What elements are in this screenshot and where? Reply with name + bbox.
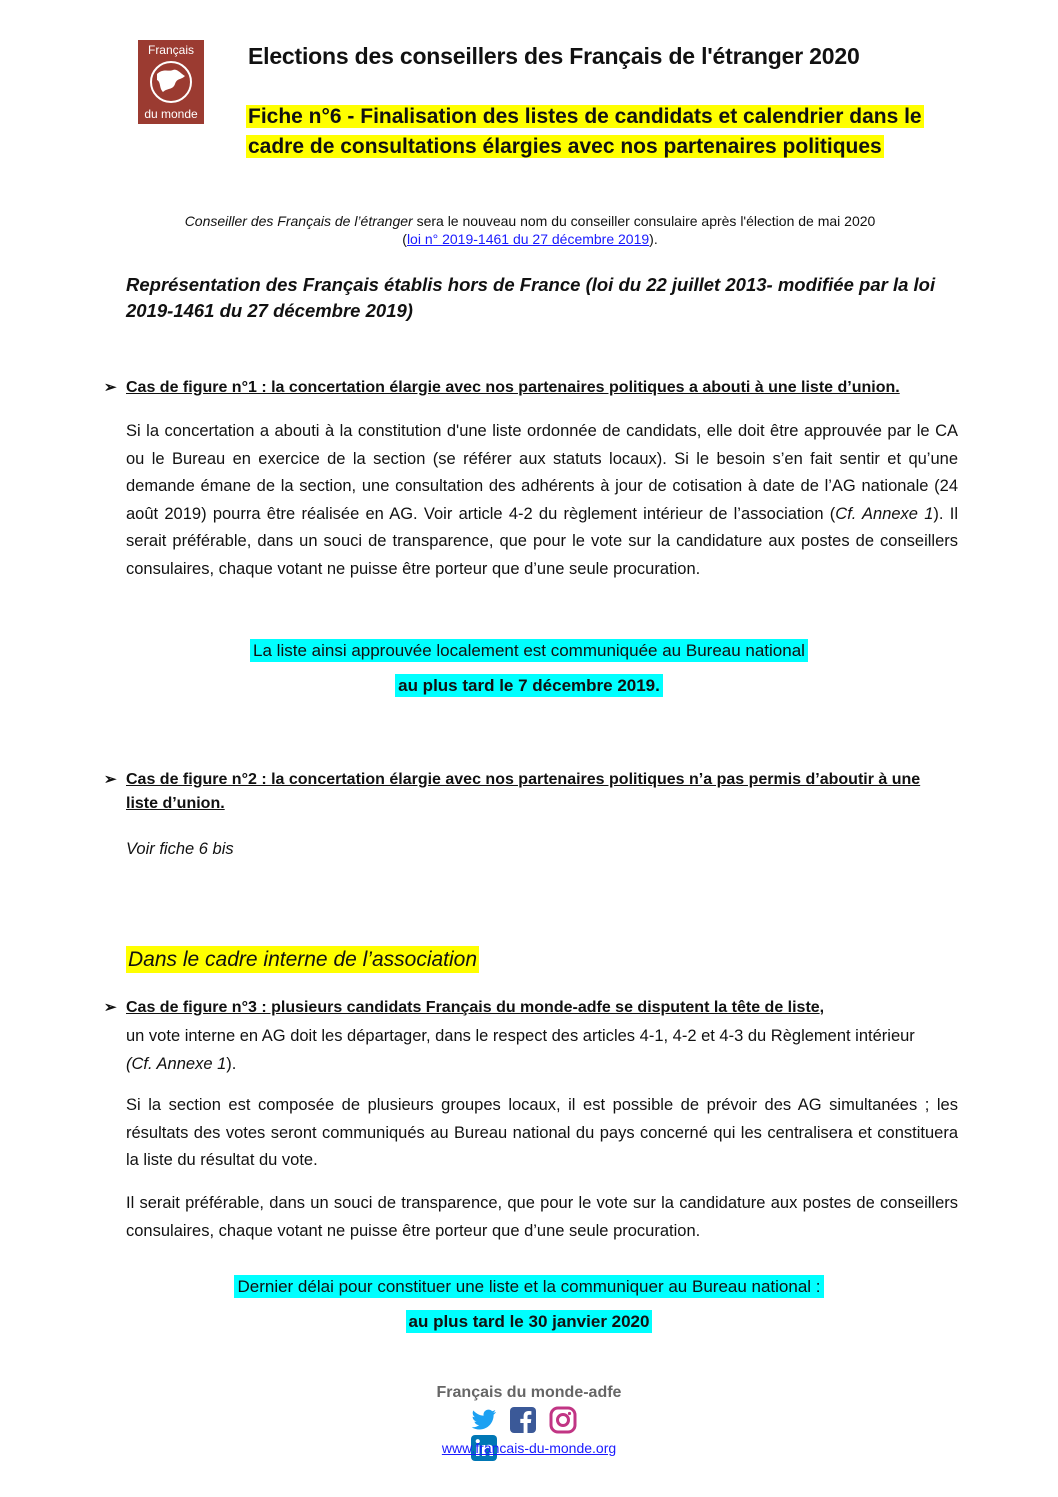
note-close: ). xyxy=(649,231,658,247)
highlight-text: Dernier délai pour constituer une liste et la communiquer au Bureau national : xyxy=(234,1275,823,1298)
case-1-title: Cas de figure n°1 : la concertation élargie avec nos partenaires politiques a abouti à une liste d’union. xyxy=(126,379,900,396)
case-1-highlight-2 xyxy=(0,676,1058,696)
logo-line-2: du monde xyxy=(144,107,198,121)
page-title: Elections des conseillers des Français de l'étranger 2020 xyxy=(248,43,860,69)
case-3-title: Cas de figure n°3 : plusieurs candidats Français du monde-adfe se disputent la tête de liste xyxy=(126,999,820,1016)
law-link[interactable]: loi n° 2019-1461 du 27 décembre 2019 xyxy=(406,231,650,247)
case-3-highlight-2 xyxy=(0,1312,1058,1332)
subtitle-line-1: Fiche n°6 - Finalisation des listes de candidats et calendrier dans le xyxy=(248,105,922,128)
case-3-line xyxy=(126,1023,926,1078)
case-1-text-b: ). Il serait préférable, dans un souci de transparence, que pour le vote sur la candidature aux postes de conseillers consulaires, chaque votant ne puisse être porteur que d’une seule procuration. xyxy=(126,504,958,578)
website-link[interactable]: www.francais-du-monde.org xyxy=(441,1440,617,1456)
see-fiche: Voir fiche 6 bis xyxy=(126,840,234,858)
highlight-text: La liste ainsi approuvée localement est communiquée au Bureau national xyxy=(250,639,808,662)
arrow-icon: ➢ xyxy=(104,379,117,396)
case-3-paragraph-2: Si la section est composée de plusieurs groupes locaux, il est possible de prévoir des AG simultanées ; les résultats des votes seront communiqués au Bureau national du pays concerné qui les centralisera et constituera la liste du résultat du vote. xyxy=(126,1096,958,1169)
internal-section-heading xyxy=(126,948,479,972)
arrow-icon: ➢ xyxy=(104,771,117,788)
logo xyxy=(138,40,204,124)
footer-org-name: Français du monde-adfe xyxy=(436,1384,622,1401)
case-2-heading xyxy=(104,768,954,816)
note-open-paren: ( xyxy=(402,231,407,247)
representation-heading: Représentation des Français établis hors de France (loi du 22 juillet 2013- modifiée par la loi 2019-1461 du 27 décembre 2019) xyxy=(126,274,936,321)
intro-note xyxy=(60,212,1000,248)
case-3-highlight-1 xyxy=(0,1277,1058,1297)
internal-section-text: Dans le cadre interne de l’association xyxy=(128,948,478,971)
annex-ref: (Cf. Annexe 1 xyxy=(126,1054,227,1073)
social-icons xyxy=(470,1406,620,1436)
annex-ref: Cf. Annexe 1 xyxy=(835,504,934,523)
case-3-text-a: un vote interne en AG doit les départager, dans le respect des articles 4-1, 4-2 et 4-3 du Règlement intérieur xyxy=(126,1027,915,1045)
case-3-heading xyxy=(104,996,954,1020)
deadline-text: au plus tard le 7 décembre 2019. xyxy=(395,674,663,697)
footer-website xyxy=(0,1440,1058,1456)
note-text: sera le nouveau nom du conseiller consulaire après l'élection de mai 2020 xyxy=(412,213,876,229)
case-3-paragraph-3: Il serait préférable, dans un souci de transparence, que pour le vote sur la candidature aux postes de conseillers consulaires, chaque votant ne puisse être porteur que d’une seule procuration. xyxy=(126,1194,958,1240)
arrow-icon: ➢ xyxy=(104,999,117,1016)
case-1-text-a: Si la concertation a abouti à la constitution d'une liste ordonnée de candidats, elle doit être approuvée par le CA ou le Bureau en exercice de la section (se référer aux statuts locaux). Si le besoin s’en fait sentir et qu’une demande émane de la section, une consultation des adhérents à jour de cotisation à date de l’AG nationale (24 août 2019) pourra être réalisée en AG. Voir article 4-2 du règlement intérieur de l’association ( xyxy=(126,422,958,523)
facebook-icon[interactable] xyxy=(509,1406,537,1434)
case-1-heading xyxy=(104,376,954,400)
case-3-comma: , xyxy=(819,999,825,1016)
case-2-see xyxy=(126,836,958,864)
case-1-paragraph xyxy=(126,418,958,583)
instagram-icon[interactable] xyxy=(549,1406,577,1434)
twitter-icon[interactable] xyxy=(470,1406,498,1434)
globe-icon xyxy=(147,58,195,106)
case-2-title: Cas de figure n°2 : la concertation élargie avec nos partenaires politiques n’a pas permis d’aboutir à une liste d’union. xyxy=(126,771,921,812)
logo-line-1: Français xyxy=(147,43,194,57)
page-subtitle xyxy=(246,102,946,162)
case-3-text-b: ). xyxy=(226,1054,237,1073)
note-italic: Conseiller des Français de l’étranger xyxy=(184,213,413,229)
case-1-highlight-1 xyxy=(0,641,1058,661)
deadline-text: au plus tard le 30 janvier 2020 xyxy=(406,1310,653,1333)
subtitle-line-2: cadre de consultations élargies avec nos partenaires politiques xyxy=(248,135,882,158)
